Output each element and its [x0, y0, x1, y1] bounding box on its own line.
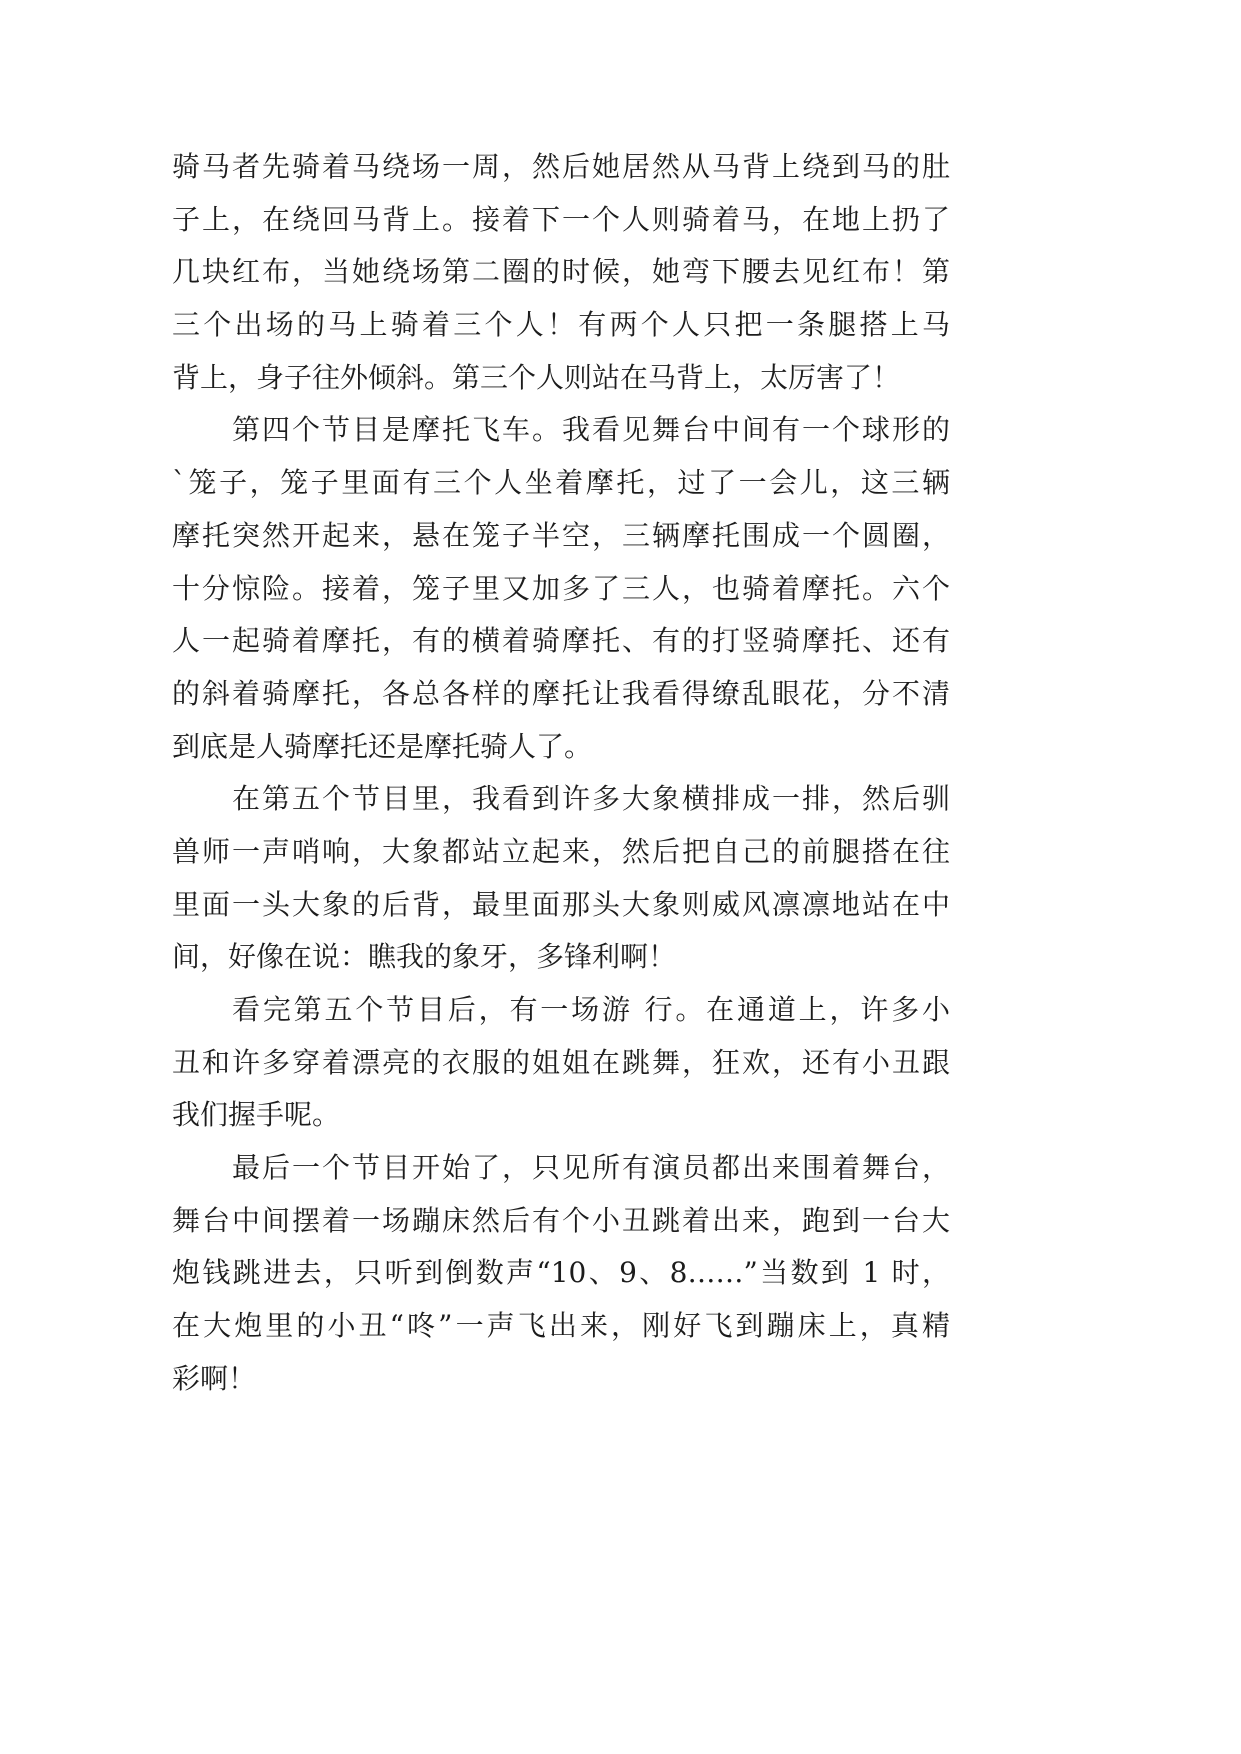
body-text	[172, 141, 950, 1406]
text-line: 骑马者先骑着马绕场一周，然后她居然从马背上绕到马的肚	[172, 150, 950, 183]
text-line: 间，好像在说：瞧我的象牙，多锋利啊！	[172, 940, 677, 974]
text-line: 最后一个节目开始了，只见所有演员都出来围着舞台，	[232, 1151, 950, 1185]
text-line: 摩托突然开起来，悬在笼子半空，三辆摩托围成一个圆圈，	[172, 518, 950, 552]
paragraph-2	[172, 404, 950, 773]
text-line: 在大炮里的小丑“咚”一声飞出来，刚好飞到蹦床上，真精	[172, 1309, 950, 1343]
text-line: 背上，身子往外倾斜。第三个人则站在马背上，太厉害了！	[172, 360, 901, 394]
paragraph-3	[172, 773, 950, 984]
paragraph-4	[172, 984, 950, 1142]
text-line: 兽师一声哨响，大象都站立起来，然后把自己的前腿搭在往	[172, 834, 950, 868]
text-line: 十分惊险。接着，笼子里又加多了三人，也骑着摩托。六个	[172, 571, 950, 605]
paragraph-1	[172, 141, 950, 404]
text-line: 看完第五个节目后，有一场游 行。在通道上，许多小	[232, 993, 950, 1026]
text-line: 里面一头大象的后背，最里面那头大象则威风凛凛地站在中	[172, 887, 950, 921]
text-line: 三个出场的马上骑着三个人！有两个人只把一条腿搭上马	[172, 308, 950, 342]
text-line: 舞台中间摆着一场蹦床然后有个小丑跳着出来，跑到一台大	[172, 1203, 950, 1237]
text-line: 到底是人骑摩托还是摩托骑人了。	[172, 729, 593, 763]
text-line: 的斜着骑摩托，各总各样的摩托让我看得缭乱眼花，分不清	[172, 676, 950, 710]
text-line: 丑和许多穿着漂亮的衣服的姐姐在跳舞，狂欢，还有小丑跟	[172, 1045, 950, 1079]
text-line: 第四个节目是摩托飞车。我看见舞台中间有一个球形的	[232, 413, 950, 447]
text-line: 子上，在绕回马背上。接着下一个人则骑着马，在地上扔了	[172, 202, 950, 236]
text-line: 我们握手呢。	[172, 1098, 341, 1132]
text-line: 人一起骑着摩托，有的横着骑摩托、有的打竖骑摩托、还有	[172, 624, 950, 658]
text-line: `笼子，笼子里面有三个人坐着摩托，过了一会儿，这三辆	[172, 466, 950, 500]
text-line: 几块红布，当她绕场第二圈的时候，她弯下腰去见红布！第	[172, 255, 950, 289]
text-line: 在第五个节目里，我看到许多大象横排成一排，然后驯	[232, 782, 950, 816]
text-line: 炮钱跳进去，只听到倒数声“10、9、8……”当数到 1 时，	[172, 1256, 950, 1290]
text-line: 彩啊！	[172, 1361, 257, 1395]
paragraph-5	[172, 1142, 950, 1405]
